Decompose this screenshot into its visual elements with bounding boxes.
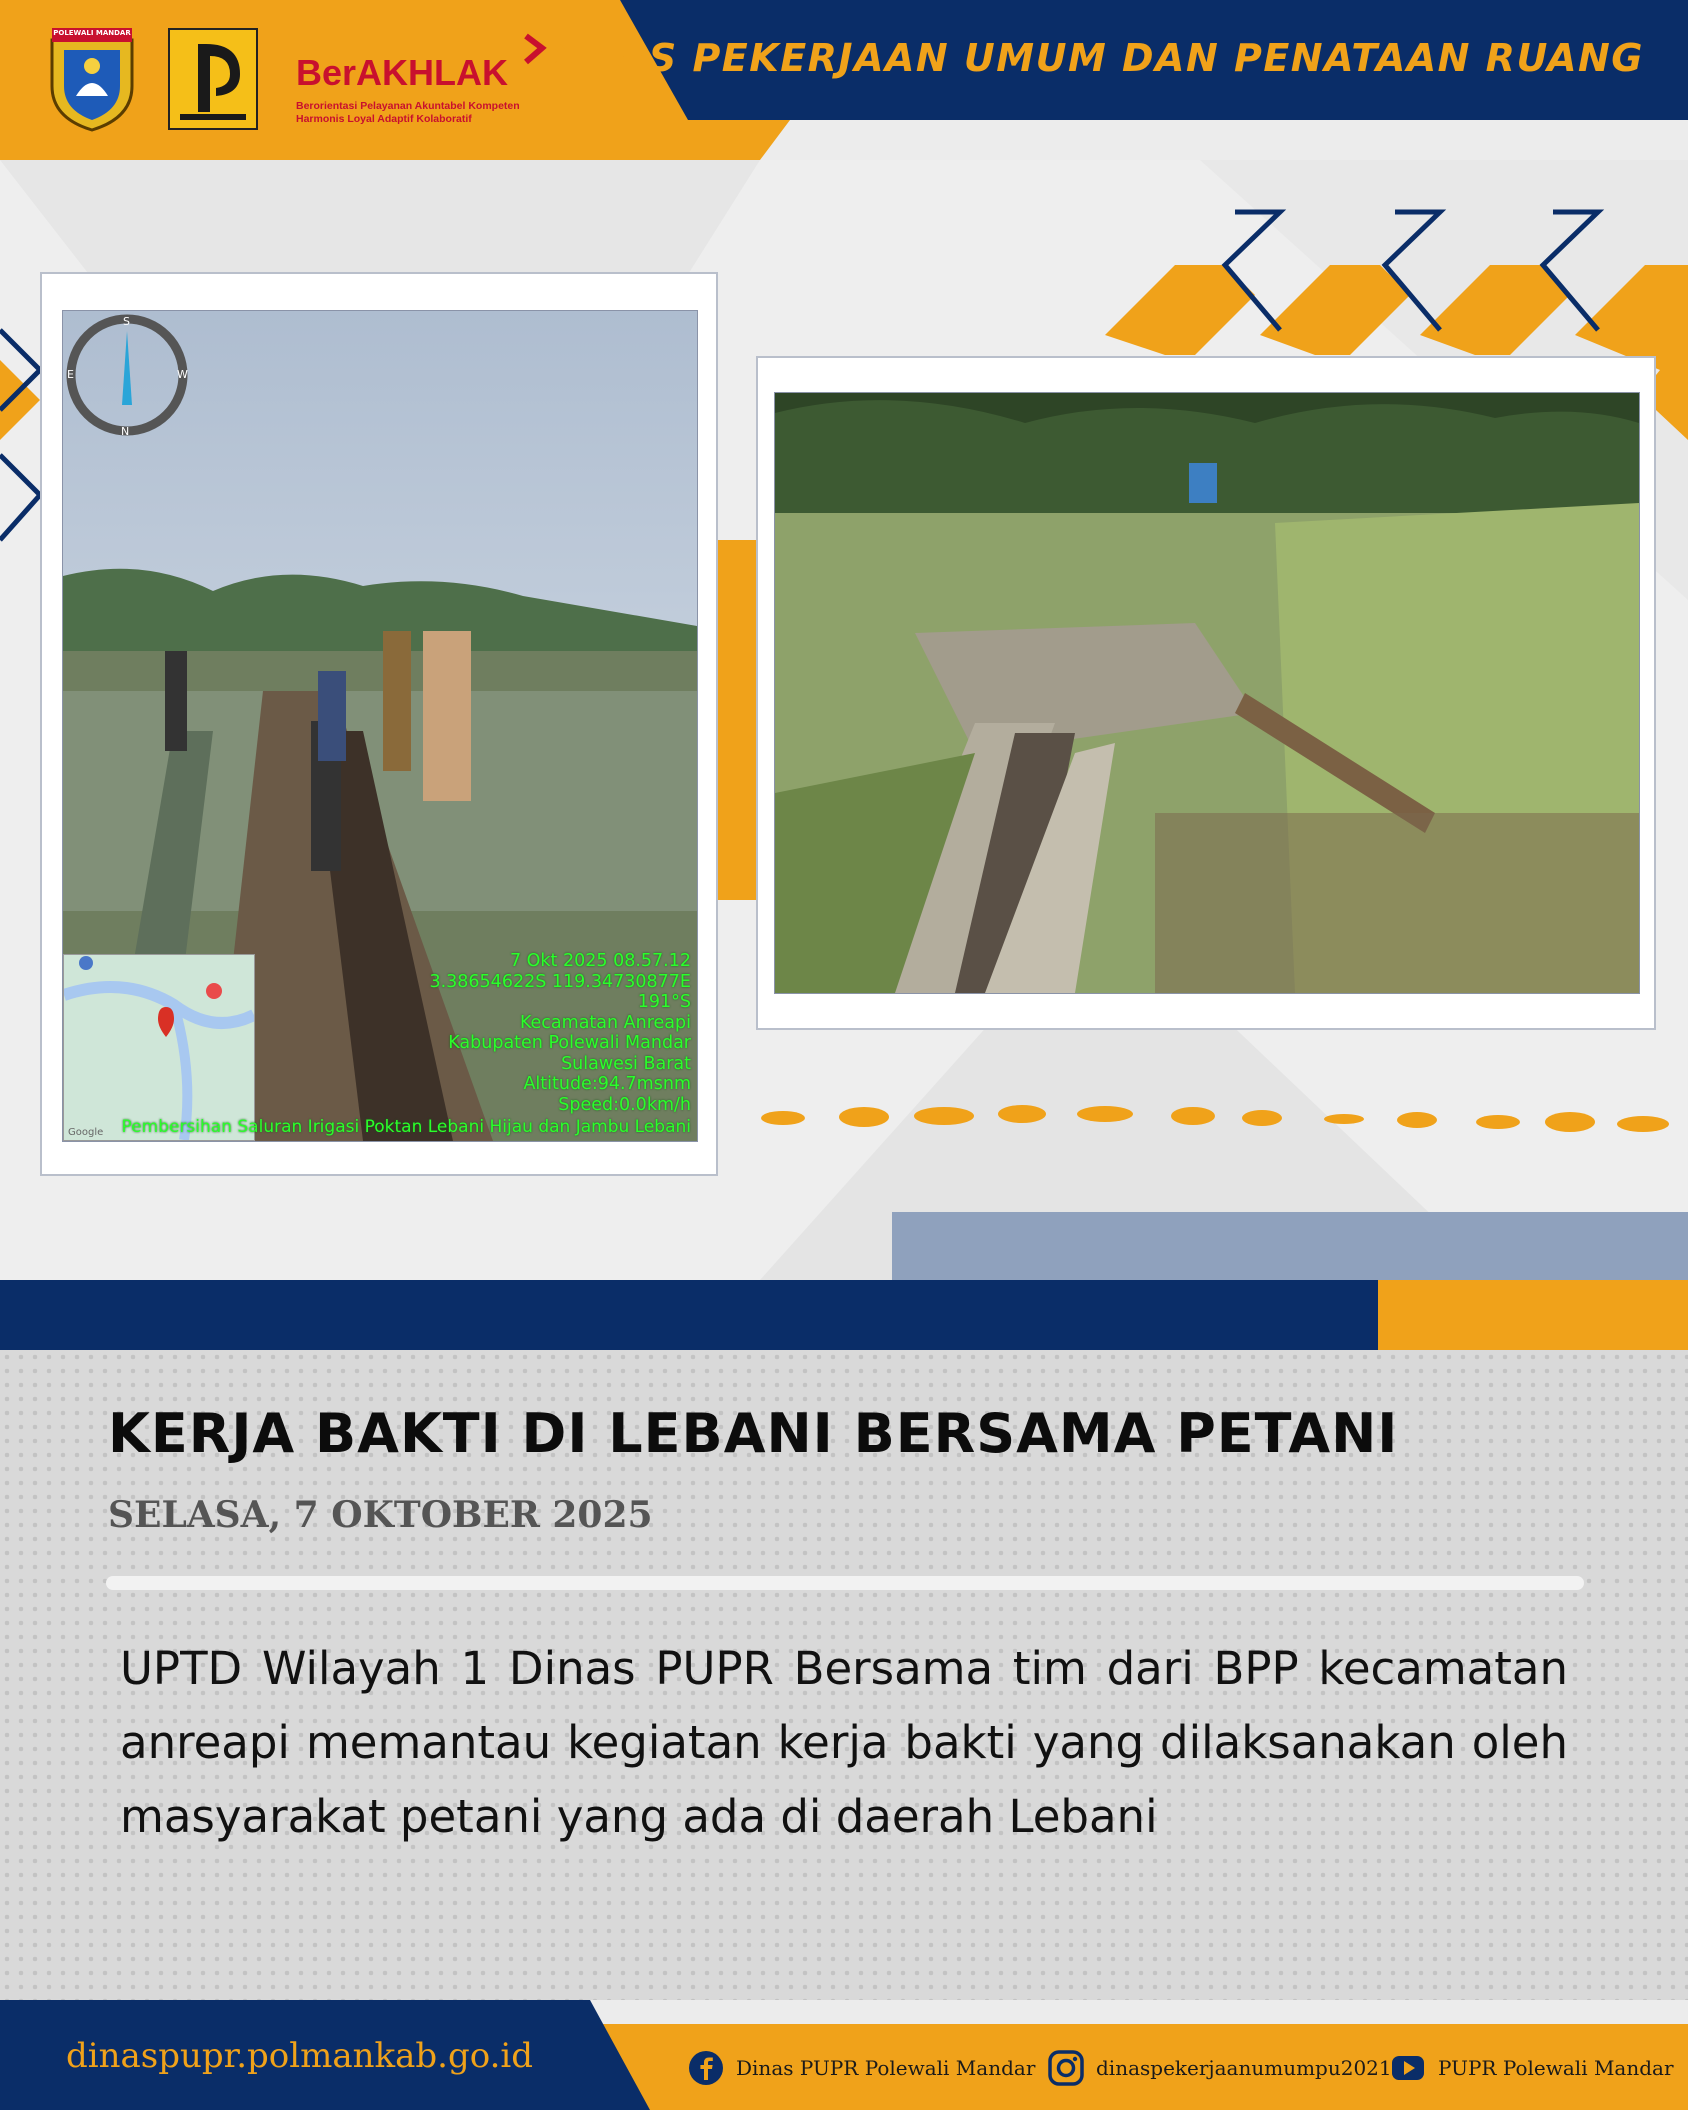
article-body: UPTD Wilayah 1 Dinas PUPR Bersama tim dari BPP kecamatan anreapi memantau kegiatan kerja bakti yang dilaksanakan oleh masyarakat petani yang ada di daerah Lebani — [120, 1642, 1568, 1843]
gps-kabupaten: Kabupaten Polewali Mandar — [448, 1033, 691, 1053]
pupr-logo-icon — [168, 28, 258, 130]
instagram-icon — [1048, 2050, 1084, 2086]
gps-overlay — [429, 951, 691, 1115]
gps-speed: Speed:0.0km/h — [558, 1094, 691, 1115]
gps-province: Sulawesi Barat — [561, 1053, 691, 1074]
berakhlak-tagline: Berorientasi Pelayanan Akuntabel Kompeten Harmonis Loyal Adaptif Kolaboratif — [296, 100, 520, 125]
map-credit: Google — [68, 1127, 104, 1138]
youtube-icon — [1390, 2050, 1426, 2086]
article-date: SELASA, 7 OKTOBER 2025 — [108, 1494, 653, 1536]
orange-divider-band — [1378, 1280, 1688, 1350]
photo-field-workers — [62, 310, 698, 1142]
facebook-link[interactable] — [688, 2050, 1035, 2086]
map-pin-icon — [158, 1007, 174, 1037]
photo-irrigation-channel — [774, 392, 1640, 994]
photo-caption: Pembersihan Saluran Irigasi Poktan Lebani Hijau dan Jambu Lebani — [121, 1116, 691, 1137]
berakhlak-arrow-icon — [520, 32, 550, 66]
gps-altitude: Altitude:94.7msnm — [523, 1074, 691, 1094]
gps-heading: 191°S — [637, 992, 691, 1012]
polewali-mandar-emblem-icon — [46, 26, 138, 132]
signboard — [1189, 463, 1217, 503]
youtube-label: PUPR Polewali Mandar — [1438, 2056, 1674, 2080]
compass-n: N — [121, 425, 130, 437]
department-title: DINAS PEKERJAAN UMUM DAN PENATAAN RUANG — [535, 36, 1644, 80]
location-minimap — [63, 954, 255, 1141]
instagram-link[interactable] — [1048, 2050, 1392, 2086]
gps-kecamatan: Kecamatan Anreapi — [519, 1012, 691, 1033]
article-title: KERJA BAKTI DI LEBANI BERSAMA PETANI — [108, 1402, 1399, 1465]
grey-accent-bar — [892, 1212, 1688, 1280]
berakhlak-logo-text: BerAKHLAK — [296, 52, 509, 93]
navy-divider-band — [0, 1280, 1378, 1350]
youtube-link[interactable] — [1390, 2050, 1674, 2086]
facebook-label: Dinas PUPR Polewali Mandar — [736, 2056, 1036, 2080]
emblem-label: POLEWALI MANDAR — [53, 29, 131, 37]
compass-e: E — [67, 368, 74, 381]
compass-w: W — [177, 368, 188, 381]
gps-coordinates: 3.38654622S 119.34730877E — [429, 971, 691, 992]
title-divider — [106, 1576, 1584, 1590]
map-place-icon — [79, 956, 93, 970]
instagram-label: dinaspekerjaanumumpu2021 — [1096, 2056, 1392, 2080]
compass-icon — [65, 313, 189, 437]
website-link[interactable]: dinaspupr.polmankab.go.id — [66, 2036, 534, 2076]
hospital-icon — [206, 983, 222, 999]
facebook-icon — [688, 2050, 724, 2086]
gps-datetime: 7 Okt 2025 08.57.12 — [509, 951, 691, 971]
compass-s: S — [123, 315, 130, 328]
